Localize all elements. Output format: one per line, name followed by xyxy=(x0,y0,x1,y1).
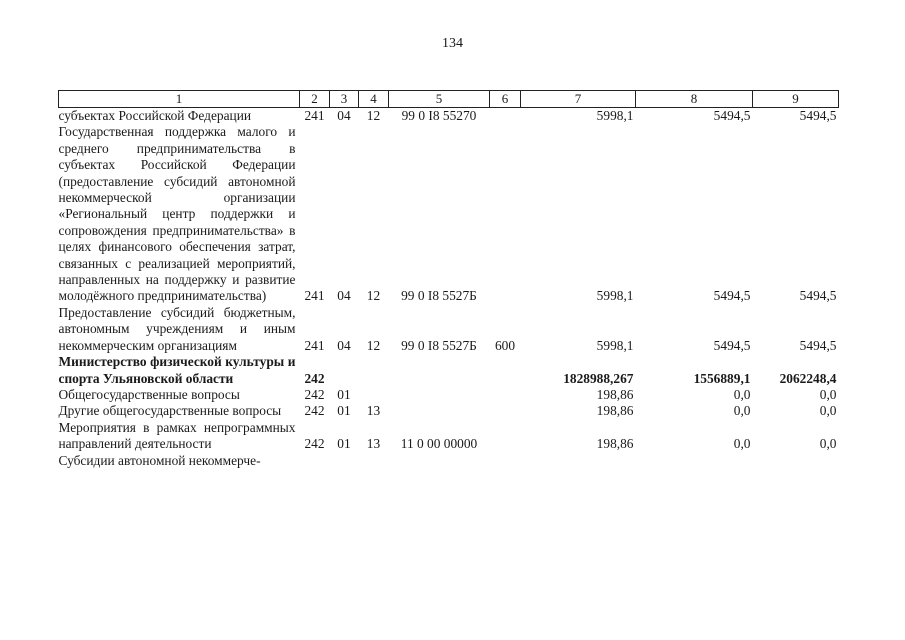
cell-amount: 198,86 xyxy=(596,403,634,419)
cell-amount: 5494,5 xyxy=(799,108,837,123)
cell-target: 99 0 I8 5527Б xyxy=(401,288,477,304)
cell-section: 04 xyxy=(337,288,351,304)
cell-amount: 1556889,1 xyxy=(693,370,751,386)
cell-type xyxy=(490,354,521,387)
cell-target xyxy=(389,453,490,469)
cell-subsection: 12 xyxy=(366,337,381,353)
cell-type xyxy=(490,403,521,419)
cell-type xyxy=(490,124,521,304)
table-row xyxy=(59,420,839,453)
cell-code xyxy=(300,453,330,469)
cell-amount: 5494,5 xyxy=(713,108,751,123)
column-header: 8 xyxy=(636,91,753,108)
cell-target xyxy=(389,387,490,403)
cell-amount: 0,0 xyxy=(733,403,751,419)
cell-type xyxy=(490,420,521,453)
cell-target: 99 0 I8 55270 xyxy=(401,108,477,123)
cell-amount: 198,86 xyxy=(596,386,634,402)
row-name: Предоставление субсидий бюджетным, автономным учреждениям и иным некоммерческим организациям xyxy=(58,304,296,353)
column-header: 2 xyxy=(300,91,330,108)
row-name: Субсидии автономной некоммерче- xyxy=(58,452,261,468)
table-row xyxy=(59,108,839,125)
header-row xyxy=(59,91,839,108)
cell-section: 04 xyxy=(337,337,351,353)
cell-code: 241 xyxy=(304,288,325,304)
cell-amount: 5998,1 xyxy=(596,108,634,123)
cell-amount: 0,0 xyxy=(819,403,837,419)
cell-amount: 2062248,4 xyxy=(779,370,837,386)
cell-type: 600 xyxy=(494,337,516,353)
cell-type xyxy=(490,387,521,403)
cell-subsection: 13 xyxy=(366,436,381,452)
cell-amount: 0,0 xyxy=(733,386,751,402)
row-name: Министерство физической культуры и спорта Ульяновской области xyxy=(58,354,296,386)
cell-code: 242 xyxy=(304,370,325,386)
table-row xyxy=(59,305,839,354)
page-number: 134 xyxy=(442,36,463,51)
cell-amount xyxy=(636,453,753,469)
cell-type xyxy=(490,108,521,125)
cell-target: 99 0 I8 5527Б xyxy=(401,337,477,353)
cell-subsection xyxy=(359,387,389,403)
cell-type xyxy=(490,453,521,469)
cell-target: 11 0 00 00000 xyxy=(400,436,478,452)
column-header: 3 xyxy=(330,91,359,108)
cell-amount: 5494,5 xyxy=(799,337,837,353)
column-header: 1 xyxy=(59,91,300,108)
table-row xyxy=(59,124,839,304)
cell-code: 242 xyxy=(304,403,325,419)
cell-subsection: 12 xyxy=(366,108,381,123)
cell-amount: 5494,5 xyxy=(799,288,837,304)
cell-amount: 5998,1 xyxy=(596,288,634,304)
column-header: 4 xyxy=(359,91,389,108)
cell-amount: 5998,1 xyxy=(596,337,634,353)
cell-amount: 5494,5 xyxy=(713,337,751,353)
cell-subsection xyxy=(359,354,389,387)
cell-amount: 5494,5 xyxy=(713,288,751,304)
row-name: субъектах Российской Федерации xyxy=(58,108,252,123)
cell-subsection: 13 xyxy=(366,403,381,419)
cell-section: 01 xyxy=(337,386,351,402)
cell-subsection xyxy=(359,453,389,469)
cell-section xyxy=(330,453,359,469)
cell-amount: 0,0 xyxy=(733,436,751,452)
cell-amount xyxy=(753,453,839,469)
cell-code: 241 xyxy=(304,108,325,123)
cell-amount: 0,0 xyxy=(819,386,837,402)
row-name: Государственная поддержка малого и среднего предпринимательства в субъектах Российской Федерации (предоставление субсидий автономной некоммерческой организации «Региональный центр поддержки и сопровождения предпринимательства» в целях финансового обеспечения затрат, связанных с реализацией мероприятий, направленных на поддержку и развитие молодёжного предпринимательства) xyxy=(58,124,296,304)
table-row xyxy=(59,387,839,403)
cell-code: 242 xyxy=(304,386,325,402)
cell-amount xyxy=(521,453,636,469)
column-header: 9 xyxy=(753,91,839,108)
cell-code: 242 xyxy=(304,436,325,452)
cell-section: 01 xyxy=(337,436,351,452)
row-name: Другие общегосударственные вопросы xyxy=(58,403,282,419)
cell-amount: 198,86 xyxy=(596,436,634,452)
cell-subsection: 12 xyxy=(366,288,381,304)
row-name: Мероприятия в рамках непрограммных направлений деятельности xyxy=(58,419,296,452)
table-row xyxy=(59,403,839,419)
cell-section: 04 xyxy=(337,108,351,123)
cell-code: 241 xyxy=(304,337,325,353)
column-header: 7 xyxy=(521,91,636,108)
budget-table xyxy=(58,90,839,469)
column-header: 5 xyxy=(389,91,490,108)
cell-target xyxy=(389,354,490,387)
table-row xyxy=(59,453,839,469)
row-name: Общегосударственные вопросы xyxy=(58,386,240,402)
cell-target xyxy=(389,403,490,419)
cell-section: 01 xyxy=(337,403,351,419)
column-header: 6 xyxy=(490,91,521,108)
cell-amount: 0,0 xyxy=(819,436,837,452)
cell-section xyxy=(330,354,359,387)
cell-amount: 1828988,267 xyxy=(563,370,634,386)
table-row xyxy=(59,354,839,387)
